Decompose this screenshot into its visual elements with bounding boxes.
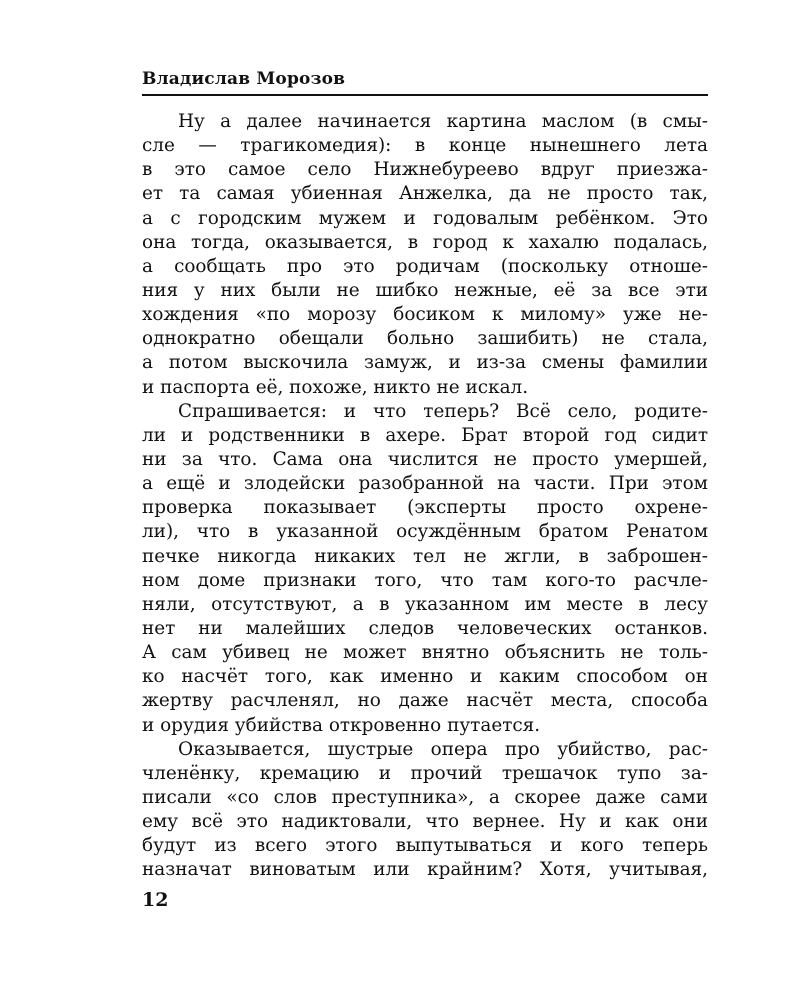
text-line: ко насчёт того, как именно и каким способом он: [142, 666, 708, 688]
page-number: 12: [142, 889, 169, 911]
text-line: ния у них были не шибко нежные, её за все эти: [142, 279, 708, 301]
running-head-author: Владислав Морозов: [142, 69, 346, 89]
text-line: будут из всего этого выпутываться и кого теперь: [142, 835, 708, 857]
text-line: а ещё и злодейски разобранной на части. При этом: [142, 473, 708, 495]
text-line: А сам убивец не может внятно объяснить не толь-: [142, 642, 708, 664]
text-line: хождения «по морозу босиком к милому» уже не-: [142, 304, 708, 326]
text-line: писали «со слов преступника», а скорее даже сами: [142, 786, 708, 808]
text-line: Ну а далее начинается картина маслом (в смы-: [178, 111, 708, 132]
text-line: сле — трагикомедия): в конце нынешнего лета: [142, 135, 708, 157]
text-line: в это самое село Нижнебуреево вдруг приезжа-: [142, 159, 708, 181]
header-rule: [142, 94, 708, 96]
text-line: няли, отсутствуют, а в указанном им месте в лесу: [142, 593, 708, 615]
text-line: членёнку, кремацию и прочий трешачок тупо за-: [142, 762, 708, 784]
text-line: нет ни малейших следов человеческих останков.: [142, 617, 708, 639]
text-line: и орудия убийства откровенно путается.: [142, 714, 541, 736]
text-line: жертву расчленял, но даже насчёт места, способа: [142, 690, 708, 712]
text-line: ет та самая убиенная Анжелка, да не просто так,: [142, 183, 708, 205]
text-line: ни за что. Сама она числится не просто умершей,: [142, 448, 708, 470]
body-text: [142, 110, 708, 883]
text-line: ном доме признаки того, что там кого-то расчле-: [142, 569, 708, 591]
text-line: назначат виноватым или крайним? Хотя, учитывая,: [142, 859, 708, 881]
text-line: печке никогда никаких тел не жгли, в заброшен-: [142, 545, 708, 567]
text-line: и паспорта её, похоже, никто не искал.: [142, 376, 529, 398]
text-line: она тогда, оказывается, в город к хахалю подалась,: [142, 231, 708, 253]
text-line: Оказывается, шустрые опера про убийство, рас-: [178, 738, 708, 760]
text-line: а потом выскочила замуж, и из-за смены фамилии: [142, 352, 708, 374]
text-line: а с городским мужем и годовалым ребёнком. Это: [142, 207, 708, 229]
text-line: ему всё это надиктовали, что вернее. Ну и как они: [142, 811, 708, 833]
text-line: проверка показывает (эксперты просто охрене-: [142, 497, 708, 519]
text-line: Спрашивается: и что теперь? Всё село, родите-: [178, 400, 708, 422]
text-line: ли и родственники в ахере. Брат второй год сидит: [142, 424, 708, 446]
text-line: а сообщать про это родичам (поскольку отноше-: [142, 255, 708, 277]
text-line: ли), что в указанной осуждённым братом Ренатом: [142, 521, 708, 543]
text-line: однократно обещали больно зашибить) не стала,: [142, 328, 708, 350]
